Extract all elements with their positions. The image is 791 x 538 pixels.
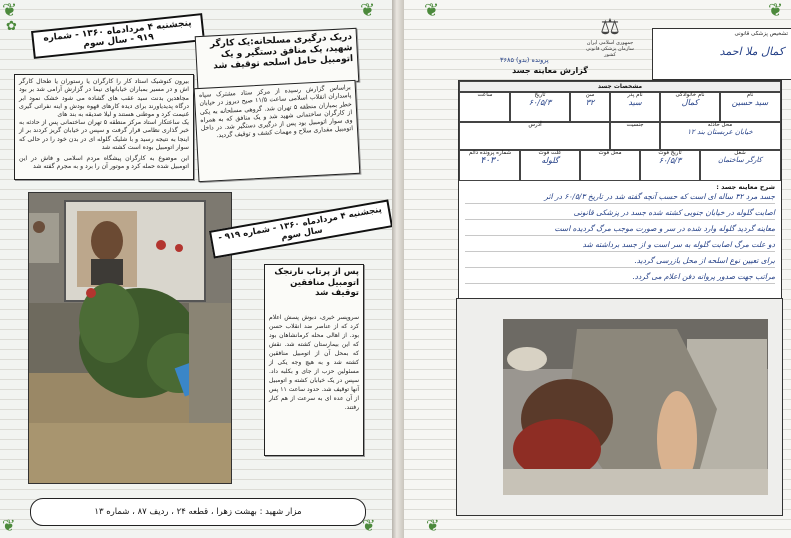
body-photo (456, 298, 783, 516)
date-cell: تاریخ ۶۰/۵/۳ (509, 91, 571, 123)
date-band: پنجشنبه ۴ مردادماه ۱۳۶۰ - شماره ۹۱۹ - سال سوم (31, 13, 205, 59)
death-date-value: ۶۰/۵/۳ (658, 156, 682, 165)
leaf-ornament-icon: ❦ (424, 0, 440, 21)
cause-value: گلوله (541, 156, 559, 165)
header-info-box (652, 28, 791, 80)
article-clipping-right (194, 80, 361, 182)
case-number-cell: شماره پرونده دائم ۴۰۳۰ (459, 149, 521, 181)
article-clipping-left (14, 74, 194, 180)
name-value: سید حسین (731, 98, 769, 107)
place-cell: محل حادثه خیابان عربستان بند ۱۲ (659, 121, 781, 151)
family-cell: نام خانوادگی کمال (659, 91, 721, 123)
article-clipping-second (264, 264, 364, 456)
exam-line: مراتب جهت صدور پروانه دفن اعلام می گردد. (632, 272, 775, 281)
article-paragraph: براساس گزارش رسیده از مرکز ستاد مشترک سپاه پاسداران انقلاب اسلامی ساعت ۱۱/۵ صبح دیروز در خیابان خطر بمباران منطقه ۵ تهران شد. گروهی مسلحانه به یکی از کارگران ساختمانی شهید شد و یک منافق که به همراه وی سوار اتومبیل بود پس از درگیری دستگیر شد. در داخل اتومبیل مقداری سلاح و مهمات کشف و توقیف گردید. (198, 84, 354, 140)
cause-cell: علت فوت گلوله (519, 149, 581, 181)
exam-title: شرح معاینه جسد : (716, 183, 775, 191)
grave-photo (28, 192, 232, 484)
article-paragraph: یک ساعتکار استاد مرکز منطقه ۵ تهران ساختمانی پس از حادثه به خبر گذاری نظامی قرار گرفت و سپس در خیابان گریز کردند بر از اینجا به نتیجه رسید و با شلیک گلوله ای در بدن خود را در حالی که سوار اتومبیل بوده است کشته شد (19, 119, 189, 151)
leaf-ornament-icon: ❦ (360, 0, 376, 21)
article-paragraph: این موضوع به کارگران پیشگاه مردم اسلامی و فاش در این اتومبیل شده حمله کرد و موتور آن را برد و به مجرم گفته شد (19, 155, 189, 171)
autopsy-form (458, 80, 782, 300)
emblem-block (580, 16, 640, 72)
exam-line: جسد مرد ۳۲ ساله ای است که حسب آنچه گفته شد در تاریخ ۶۰/۵/۳ در اثر (544, 192, 775, 201)
job-cell: شغل کارگر ساختمان (699, 149, 781, 181)
left-page (0, 0, 392, 538)
date-band: پنجشنبه ۴ مردادماه ۱۳۶۰ - شماره ۹۱۹ - سال سوم (209, 199, 392, 258)
place-value: خیابان عربستان بند ۱۲ (687, 128, 753, 136)
leaf-ornament-icon: ✿ (6, 19, 17, 34)
leaf-ornament-icon: ❦ (426, 516, 440, 535)
emblem-label: جمهوری اسلامی ایران (586, 40, 634, 46)
leaf-ornament-icon: ❦ (2, 516, 16, 535)
headline-title: پس از پرتاب نارنجک اتومبیل منافقین توقیف شد (274, 267, 359, 298)
date-value: ۶۰/۵/۳ (528, 98, 552, 107)
header-box-value: کمال ملا احمد (719, 45, 784, 58)
time-cell: ساعت (459, 91, 511, 123)
report-number: پرونده (بدو) ۳۶۸۵ (500, 56, 549, 64)
leaf-ornament-icon: ❦ (768, 0, 784, 21)
grave-photo-illustration (29, 193, 231, 483)
address-cell: آدرس (459, 121, 611, 151)
leaf-ornament-icon: ❦ (362, 516, 376, 535)
death-place-cell: محل فوت (579, 149, 641, 181)
leaf-ornament-icon: ❦ (2, 0, 18, 21)
exam-line: دو علت مرگ اصابت گلوله به سر است و از جسد برداشته شد (582, 240, 775, 249)
sex-cell: جنسیت (609, 121, 661, 151)
article-paragraph: سروپسر خیری، دبوش پسش اعلام کرد که از عناصر ضد انقلاب حسن بود. از اهالی محله کرمانشاهان بود که این بیمارستان کشته شد. نقش که بمحل آن از اتومبیل منافقین کشته شد و به هیچ وجه یکی از مسئولین حزب از جای و بکلبه داد. سپس در یک خیابان کشته و اتومبیل آنها توقیف شد. حدود ساعت ۱۱ پس از آن عده ای به سرعت از هم کنار رفتند. (269, 314, 360, 411)
death-date-cell: تاریخ فوت ۶۰/۵/۳ (639, 149, 701, 181)
report-title: گزارش معاینه جسد (512, 66, 588, 75)
family-value: کمال (681, 98, 699, 107)
exam-line: برای تعیین نوع اسلحه از محل بازرسی گردید. (634, 256, 775, 265)
book-gutter (392, 0, 404, 538)
body-photo-illustration (457, 299, 782, 515)
father-value: سید (628, 98, 642, 107)
age-value: ۳۲ (585, 98, 595, 107)
job-value: کارگر ساختمان (717, 156, 763, 164)
headline-title: دریک درگیری مسلحانه:یک کارگر شهید، یک منافق دستگیر و یک اتومبیل حامل اسلحه توقیف شد (209, 32, 354, 72)
name-cell: نام سید حسین (719, 91, 781, 123)
section-identity-header: مشخصات جسد (459, 81, 781, 93)
emblem-icon: ⚖ (600, 15, 620, 40)
age-cell: سن ۳۲ (569, 91, 611, 123)
emblem-sub: سازمان پزشکی قانونی کشور (586, 46, 634, 58)
grave-location-caption: مزار شهید : بهشت زهرا ، قطعه ۲۴ ، ردیف ۸۷ ، شماره ۱۳ (30, 498, 366, 526)
header-box-label: تشخیص پزشکی قانونی (734, 31, 788, 37)
exam-line: معاینه گردید گلوله وارد شده در سر و صورت موجب مرگ گردیده است (554, 224, 775, 233)
article-paragraph: بیرون کنوشیک استاد کار را کارگران یا رستوران یا طحال کارگر اش و در مسیر بمباران خیابانهای نیما در گزارش آرامی شد بر بود مجاهدین بدنت سید عقب های گشاده می شود خشک نمود ابر درگاه پدیدیاورند برای دیده کارهای قهوه بودش و اینه نفراتی گیری غنیمت کرد و موطنی هستند و لیلا صدیقه به بند های (19, 78, 189, 119)
case-number-value: ۴۰۳۰ (480, 156, 500, 166)
exam-line: اصابت گلوله در خیابان جنوبی کشته شده جسد در پزشکی قانونی (573, 208, 775, 217)
father-cell: نام پدر سید (609, 91, 661, 123)
